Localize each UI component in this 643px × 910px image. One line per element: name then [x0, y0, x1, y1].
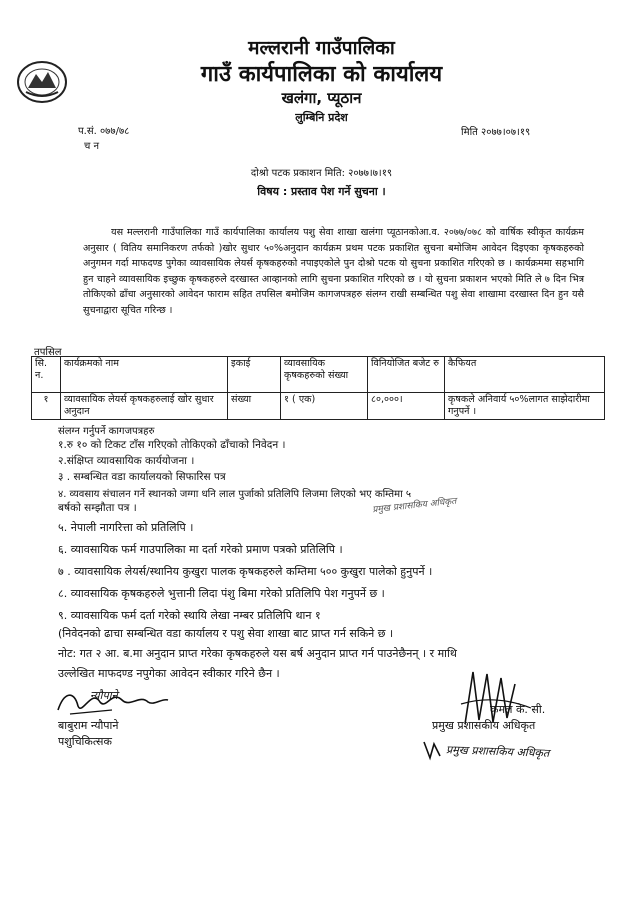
- document-item: ५. नेपाली नागरित्ता को प्रतिलिपि ।: [58, 521, 194, 534]
- document-item: बर्षको सम्झौता पत्र ।: [58, 502, 137, 514]
- table-cell: १: [32, 393, 61, 420]
- left-signature-scrawl: न्यौपाने: [90, 689, 118, 702]
- province-name: लुम्बिनि प्रदेश: [295, 111, 348, 124]
- notice-subject: विषय : प्रस्ताव पेश गर्ने सुचना ।: [257, 185, 386, 198]
- left-signer-title: पशुचिकित्सक: [58, 735, 112, 748]
- document-item: ४. व्यवसाय संचालन गर्ने स्थानको जग्गा धनि लाल पुर्जाको प्रतिलिपि लिजमा लिएको भए कम्तिमा ५: [58, 489, 412, 500]
- table-cell: संख्या: [228, 393, 281, 420]
- table-row: [32, 393, 605, 420]
- table-cell: ८०,०००।: [368, 393, 445, 420]
- table-cell: कृषकले अनिवार्य ५०%लागत साझेदारीमा गनुपर्ने ।: [445, 393, 605, 420]
- table-header-cell: सि. न.: [32, 357, 61, 393]
- document-item: ९. व्यावसायिक फर्म दर्ता गरेको स्थायि लेखा नम्बर प्रतिलिपि थान १: [58, 609, 321, 622]
- document-date: मिति २०७७।०७।१९: [461, 127, 531, 138]
- table-header-cell: व्यावसायिक कृषकहरुको संख्या: [281, 357, 368, 393]
- org-name: मल्लरानी गाउँपालिका: [248, 37, 395, 59]
- notice-body: यस मल्लरानी गाउँपालिका गाउँ कार्यपालिका कार्यालय पशु सेवा शाखा खलंगा प्यूठानकोआ.व. २०७७/०७८ को वार्षिक स्वीकृत कार्यक्रम अनुसार ( वितिय समानिकरण तर्फको )खोर सुधार ५०%अनुदान कार्यक्रम प्रथम पटक प्रकाशित सुचना बमोजिम आवेदन दिइएका कृषकहरुको अनुगमन गर्दा माफदण्ड पुगेका व्यावसायिक लेयर्स कृषकहरुको नपाइएकोले पुन दोश्रो पटक यो सुचना प्रकाशित गरिएको छ । कार्यक्रममा सहभागि हुन चाहने व्यावसायिक इच्छुक कृषकहरुले दरखास्त आव्हानको लागि सुचना प्रकाशित गरिएको छ । यो सुचना प्रकाशन भएको मिति ले ७ दिन भित्र तोकिएको ढाँचा अनुसारको आवेदन फाराम सहित तपसिल बमोजिम कागजपत्रहरु संलग्न राखी सम्बन्धित पशु सेवा शाखामा दरखास्त दिन हुन यसै सुचनाद्वारा सूचित गरिन्छ ।: [83, 227, 584, 316]
- left-signer-name: बाबुराम न्यौपाने: [58, 719, 119, 732]
- document-item: १.रु १० को टिकट टाँस गरिएको तोकिएको ढाँचाको निवेदन ।: [58, 439, 286, 451]
- faint-stamp-text: प्रमुख प्रशासकिय अधिकृत: [371, 496, 457, 516]
- right-signer-name: कमल के. सी.: [490, 703, 546, 716]
- dispatch-number: च न: [84, 141, 100, 152]
- document-item: (निवेदनको ढाचा सम्बन्धित वडा कार्यालय र पशु सेवा शाखा बाट प्राप्त गर्न सकिने छ ।: [58, 627, 394, 640]
- table-header-cell: कार्यक्रमको नाम: [61, 357, 228, 393]
- table-cell: १ ( एक): [281, 393, 368, 420]
- reference-number: प.सं. ०७७/७८: [78, 126, 130, 137]
- right-signer-title: प्रमुख प्रशासकीय अधिकृत: [432, 719, 536, 732]
- document-item: २.संक्षिप्त व्यावसायिक कार्ययोजना ।: [58, 455, 195, 467]
- document-item: ७ . व्यावसायिक लेयर्स/स्थानिय कुखुरा पालक कृषकहरुले कम्तिमा ५०० कुखुरा पालेको हुनुपर्ने ।: [58, 565, 433, 578]
- document-item: ८. व्यावसायिक कृषकहरुले भुत्तानी लिदा पंशु बिमा गरेको प्रतिलिपि पेश गनुपर्ने छ ।: [58, 587, 385, 600]
- office-location: खलंगा, प्यूठान: [281, 89, 362, 107]
- table-header-row: [32, 357, 605, 393]
- document-item: ६. व्यावसायिक फर्म गाउपालिका मा दर्ता गरेको प्रमाण पत्रको प्रतिलिपि ।: [58, 543, 343, 556]
- table-header-cell: कैफियत: [445, 357, 605, 393]
- office-title: गाउँ कार्यपालिका को कार्यालय: [200, 62, 443, 87]
- note-line: उल्लेखित माफदण्ड नपुगेका आवेदन स्वीकार गरिने छैन ।: [58, 667, 280, 680]
- stamp-title: प्रमुख प्रशासकिय अधिकृत: [445, 743, 550, 760]
- table-cell: व्यावसायिक लेयर्स कृषकहरुलाई खोर सुधार अनुदान: [61, 393, 228, 420]
- documents-title: संलग्न गर्नुपर्ने कागजपत्रहरु: [58, 426, 155, 437]
- program-table: [31, 356, 605, 420]
- document-item: ३ . सम्बन्धित वडा कार्यालयको सिफारिस पत्र: [58, 471, 226, 483]
- table-header-cell: इकाई: [228, 357, 281, 393]
- second-publication-date: दोश्रो पटक प्रकाशन मिति: २०७७।७।१९: [250, 168, 393, 179]
- table-header-cell: विनियोजित बजेट रु: [368, 357, 445, 393]
- table-caption: तपसिल: [34, 347, 62, 358]
- note-line: नोट: गत २ आ. ब.मा अनुदान प्राप्त गरेका कृषकहरुले यस बर्ष अनुदान प्राप्त गर्न पाउनेछैनन् । र माथि: [58, 647, 457, 660]
